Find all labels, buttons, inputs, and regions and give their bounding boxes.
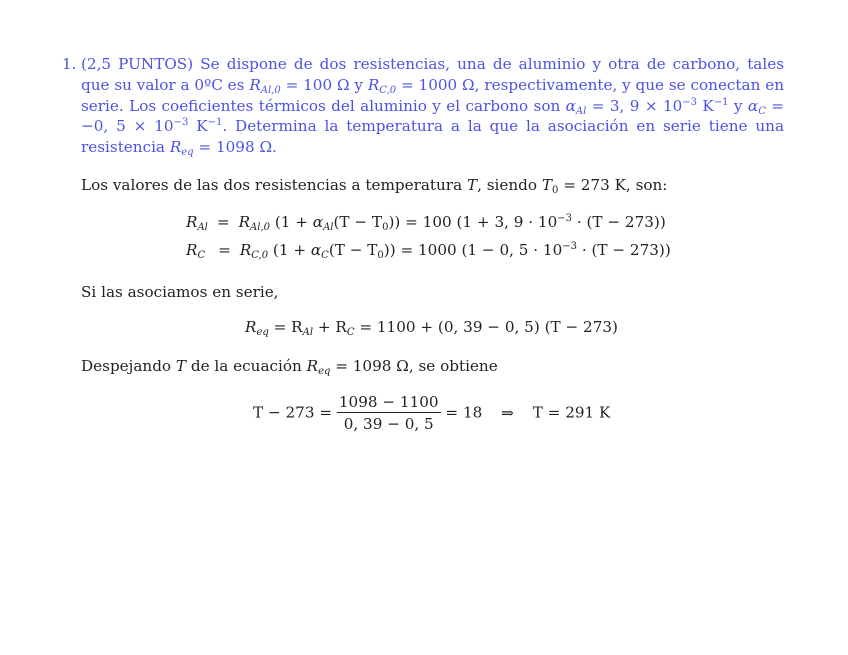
problem-body <box>81 54 784 158</box>
sub: C <box>197 250 206 261</box>
problem-statement <box>62 54 784 158</box>
text: Despejando <box>81 357 176 375</box>
equation-r-c <box>186 241 671 259</box>
exp: −3 <box>682 96 698 108</box>
equals-sign: = <box>218 241 231 259</box>
problem-text: Se dispone de dos resistencias, una de aluminio y otra de carbono, tales que su valor a 0ºC es <box>81 55 784 94</box>
var-r: R <box>367 75 380 94</box>
implies-arrow: ⇒ <box>501 403 514 422</box>
sub: Al,0 <box>250 222 270 233</box>
equation-r-al <box>186 213 666 231</box>
text: = 273 K, son: <box>558 176 668 194</box>
series-text: Si las asociamos en serie, <box>81 283 279 301</box>
problem-text: . Determina la temperatura a la que la asociación en serie tiene una resistencia <box>81 117 784 157</box>
value: = 1098 Ω. <box>193 138 277 157</box>
problem-text: , respectivamente, y que se conectan en serie. Los coeficientes térmicos del aluminio y el carbono son <box>81 75 784 115</box>
fraction-numerator: 1098 − 1100 <box>338 393 439 411</box>
sub: C <box>758 105 766 117</box>
sub: C <box>346 327 355 338</box>
sub: Al <box>302 327 314 338</box>
equals-sign: = <box>216 213 230 231</box>
sub: Al,0 <box>260 84 281 96</box>
value: = 100 Ω <box>280 75 350 94</box>
var-r: R <box>238 213 251 231</box>
var-t0: T <box>541 176 553 194</box>
sub: 0 <box>377 250 384 261</box>
solve-text <box>81 356 498 376</box>
value: = 1000 Ω <box>396 75 475 94</box>
var-r: R <box>239 241 252 259</box>
sub: Al <box>323 222 334 233</box>
final-result: T = 291 K <box>532 403 611 422</box>
text: = R <box>268 318 303 336</box>
fraction-denominator: 0, 39 − 0, 5 <box>343 415 434 433</box>
text: y <box>728 96 748 115</box>
var-t: T <box>175 357 187 375</box>
var-r: R <box>186 213 198 231</box>
solution-intro <box>81 175 667 195</box>
fraction <box>337 392 441 435</box>
result-rhs: = 18 <box>445 403 483 422</box>
text: = 1100 + (0, 39 − 0, 5) (T − 273) <box>354 318 618 336</box>
unit: K <box>697 96 714 115</box>
sub: eq <box>318 366 331 377</box>
var-t: T <box>466 176 478 194</box>
text: · (T − 273)) <box>577 241 671 259</box>
exp: −3 <box>562 241 577 252</box>
sub: Al <box>575 105 587 117</box>
text: de la ecuación <box>186 357 307 375</box>
var-r: R <box>186 241 198 259</box>
sub: 0 <box>552 185 559 196</box>
unit: K <box>188 117 208 136</box>
text: )) = 1000 (1 − 0, 5 · 10 <box>383 241 563 259</box>
text: y <box>349 75 368 94</box>
sub: C,0 <box>251 250 269 261</box>
exp: −1 <box>713 96 729 108</box>
exp: −1 <box>207 117 223 129</box>
sub: C <box>321 250 329 261</box>
sub: eq <box>256 327 269 338</box>
equation-result <box>253 392 610 435</box>
value: = −0, 5 × 10 <box>81 96 784 136</box>
text: (T − T <box>328 241 378 259</box>
sub: Al <box>197 222 208 233</box>
text: · (T − 273)) <box>572 213 666 231</box>
var-alpha: α <box>312 213 324 231</box>
var-r: R <box>169 138 182 157</box>
sub: eq <box>181 147 194 159</box>
var-r: R <box>249 75 261 94</box>
equation-r-eq <box>245 318 618 336</box>
exp: −3 <box>173 117 189 129</box>
text: , siendo <box>477 176 542 194</box>
text: Los valores de las dos resistencias a temperatura <box>81 176 467 194</box>
exp: −3 <box>557 213 572 224</box>
problem-points: (2,5 PUNTOS) <box>81 55 194 73</box>
result-lhs: T − 273 = <box>253 403 333 422</box>
text: + R <box>313 318 347 336</box>
var-alpha: α <box>747 96 759 115</box>
text: )) = 100 (1 + 3, 9 · 10 <box>388 213 558 231</box>
sub: 0 <box>382 222 389 233</box>
var-r: R <box>306 357 319 375</box>
text: (1 + <box>268 241 311 259</box>
var-alpha: α <box>565 96 576 115</box>
text: (T − T <box>333 213 383 231</box>
problem-number: 1. <box>62 55 77 73</box>
sub: C,0 <box>379 84 397 96</box>
text: = 1098 Ω, se obtiene <box>330 357 498 375</box>
var-r: R <box>245 318 257 336</box>
var-alpha: α <box>310 241 322 259</box>
text: (1 + <box>270 213 313 231</box>
value: = 3, 9 × 10 <box>586 96 683 115</box>
